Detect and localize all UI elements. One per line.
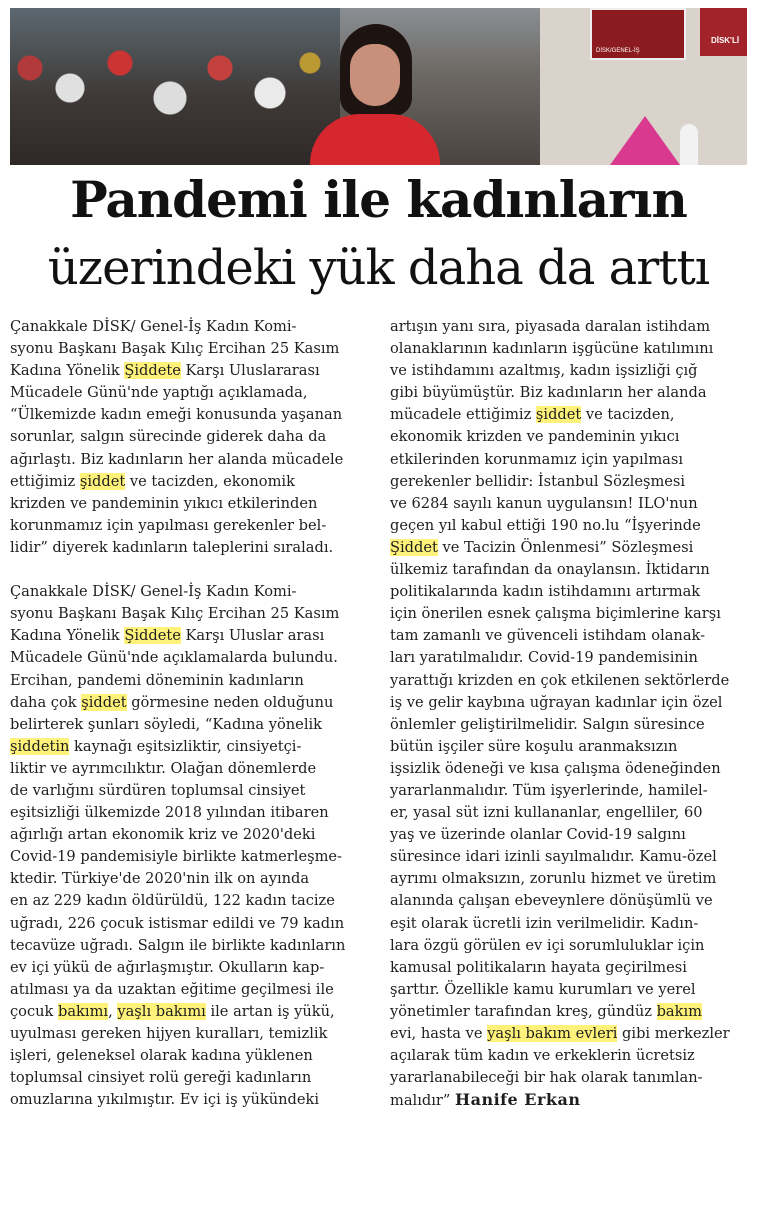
text-line	[10, 1067, 370, 1089]
text-line	[390, 625, 750, 647]
text-line	[390, 890, 750, 912]
text-line	[390, 979, 750, 1001]
text-line	[390, 316, 750, 338]
text-line	[390, 913, 750, 935]
text-segment: ları yaratılmalıdır. Covid-19 pandemisinin	[390, 649, 698, 667]
text-line	[10, 559, 370, 581]
text-segment: lara özgü görülen ev içi sorumluluklar için	[390, 936, 705, 954]
text-line	[10, 404, 370, 426]
text-segment: Karşı Uluslararası	[180, 362, 320, 380]
text-segment: Covid-19 pandemisiyle birlikte katmerleşme-	[10, 848, 342, 866]
highlighted-term: şiddet	[535, 406, 582, 424]
text-segment: Mücadele Günü'nde yaptığı açıklamada,	[10, 384, 308, 402]
text-line	[10, 1089, 370, 1111]
text-line	[390, 471, 750, 493]
text-line	[390, 449, 750, 471]
text-line	[10, 360, 370, 382]
text-line	[10, 382, 370, 404]
text-segment: bütün işçiler süre koşulu aranmaksızın	[390, 737, 678, 755]
text-line	[390, 426, 750, 448]
text-segment: eşitsizliği ülkemizde 2018 yılından itibaren	[10, 804, 329, 822]
text-line	[10, 647, 370, 669]
text-line	[10, 736, 370, 758]
text-line	[10, 714, 370, 736]
union-sign-left: DİSK/GENEL-İŞ	[590, 8, 686, 60]
text-line	[390, 824, 750, 846]
text-line	[390, 537, 750, 559]
text-segment: de varlığını sürdüren toplumsal cinsiyet	[10, 781, 306, 799]
text-line	[10, 780, 370, 802]
text-line	[10, 537, 370, 559]
text-segment: ve Tacizin Önlenmesi” Sözleşmesi	[437, 538, 694, 556]
text-segment: önlemler geliştirilmelidir. Salgın süresince	[390, 715, 705, 733]
text-segment: evi, hasta ve	[390, 1025, 488, 1042]
headline-line-2: üzerindeki yük daha da arttı	[47, 240, 710, 296]
text-line	[390, 802, 750, 824]
text-segment: tecavüze uğradı. Salgın ile birlikte kadınların	[10, 936, 346, 954]
text-segment: artışın yanı sıra, piyasada daralan istihdam	[390, 318, 711, 335]
headline-line-1: Pandemi ile kadınların	[70, 170, 687, 229]
text-segment: ile artan iş yükü,	[205, 1002, 335, 1020]
text-line	[390, 1023, 750, 1045]
news-photo	[10, 8, 747, 165]
text-line	[390, 1089, 750, 1111]
highlighted-term: şiddetin	[10, 737, 70, 755]
text-line	[390, 1067, 750, 1089]
highlighted-term: yaşlı bakımı	[117, 1002, 206, 1020]
text-line	[390, 404, 750, 426]
text-segment: ve 6284 sayılı kanun uygulansın! ILO'nun	[390, 494, 698, 512]
article-column-right	[390, 316, 750, 1111]
woman-figure	[300, 18, 450, 165]
text-segment: uyulması gereken hijyen kuralları, temizlik	[10, 1025, 328, 1042]
flag-pole	[680, 124, 698, 165]
text-segment: politikalarında kadın istihdamını artırmak	[390, 583, 701, 601]
crowd-image	[10, 8, 340, 165]
text-line	[10, 670, 370, 692]
text-segment: uğradı, 226 çocuk istismar edildi ve 79 kadın	[10, 914, 345, 932]
text-segment: yararlanabileceği bir hak olarak tanımlan-	[390, 1069, 703, 1087]
text-segment: syonu Başkanı Başak Kılıç Ercihan 25 Kasım	[10, 340, 340, 358]
highlighted-term: yaşlı bakım evleri	[487, 1025, 618, 1042]
text-line	[10, 515, 370, 537]
text-segment: liktir ve ayrımcılıktır. Olağan dönemlerde	[10, 759, 317, 777]
text-segment: en az 229 kadın öldürüldü, 122 kadın tacize	[10, 892, 335, 910]
text-line	[10, 338, 370, 360]
text-line	[10, 957, 370, 979]
text-line	[390, 603, 750, 625]
text-segment: ülkemiz tarafından da onaylansın. İktidarın	[390, 561, 710, 579]
text-line	[10, 913, 370, 935]
text-segment: ağırlaştı. Biz kadınların her alanda mücadele	[10, 450, 344, 468]
text-segment: ev içi yükü de ağırlaşmıştır. Okulların kap-	[10, 958, 325, 976]
text-line	[10, 603, 370, 625]
highlighted-term: Şiddete	[124, 627, 181, 645]
text-segment: ağırlığı artan ekonomik kriz ve 2020'deki	[10, 826, 316, 844]
union-sign-right: DİSK'Lİ	[700, 8, 747, 56]
text-segment: mücadele ettiğimiz	[390, 406, 536, 424]
text-segment: “Ülkemizde kadın emeği konusunda yaşanan	[10, 406, 343, 424]
text-segment: olanaklarının kadınların işgücüne katılımını	[390, 340, 714, 358]
text-line	[390, 493, 750, 515]
text-segment: yararlanmalıdır. Tüm işyerlerinde, hamilel-	[390, 781, 708, 799]
text-segment: gibi merkezler	[617, 1025, 730, 1042]
text-segment: çocuk	[10, 1002, 59, 1020]
text-segment: Kadına Yönelik	[10, 362, 125, 380]
text-line	[10, 890, 370, 912]
text-line	[390, 647, 750, 669]
text-line	[10, 758, 370, 780]
text-line	[10, 493, 370, 515]
text-line	[390, 957, 750, 979]
text-line	[390, 581, 750, 603]
text-segment: ,	[108, 1002, 118, 1020]
text-line	[390, 758, 750, 780]
text-segment: belirterek şunları söyledi, “Kadına yönelik	[10, 715, 322, 733]
text-segment: süresince idari izinli sayılmalıdır. Kamu-özel	[390, 848, 717, 866]
text-segment: Çanakkale DİSK/ Genel-İş Kadın Komi-	[10, 318, 297, 335]
text-line	[390, 1001, 750, 1023]
text-segment: atılması ya da uzaktan eğitime geçilmesi ile	[10, 980, 334, 998]
text-segment: gibi büyümüştür. Biz kadınların her alanda	[390, 384, 707, 402]
text-segment: yarattığı krizden en çok etkilenen sektörlerde	[390, 671, 730, 689]
highlighted-term: Şiddet	[390, 538, 438, 556]
text-segment: kaynağı eşitsizliktir, cinsiyetçi-	[69, 737, 302, 755]
text-segment: ve istihdamını azaltmış, kadın işsizliği çığ	[390, 362, 698, 380]
text-segment: alanında çalışan ebeveynlere dönüşümlü ve	[390, 892, 713, 910]
highlighted-term: şiddet	[79, 472, 126, 490]
text-segment: lidir” diyerek kadınların taleplerini sıraladı.	[10, 538, 334, 556]
text-segment: Ercihan, pandemi döneminin kadınların	[10, 671, 304, 689]
text-segment: er, yasal süt izni kullananlar, engelliler, 60	[390, 804, 703, 822]
text-line	[10, 426, 370, 448]
text-segment: yaş ve üzerinde olanlar Covid-19 salgını	[390, 826, 686, 844]
text-line	[10, 581, 370, 603]
text-segment: sorunlar, salgın sürecinde giderek daha da	[10, 428, 327, 446]
text-segment: için önerilen esnek çalışma biçimlerine karşı	[390, 605, 721, 623]
text-segment: ve tacizden,	[581, 406, 675, 424]
text-line	[390, 338, 750, 360]
text-segment: etkilerinden korunmamız için yapılması	[390, 450, 684, 468]
text-segment: syonu Başkanı Başak Kılıç Ercihan 25 Kasım	[10, 605, 340, 623]
text-line	[10, 1023, 370, 1045]
text-line	[10, 868, 370, 890]
text-segment: tam zamanlı ve güvenceli istihdam olanak-	[390, 627, 706, 645]
text-line	[10, 935, 370, 957]
text-segment: Çanakkale DİSK/ Genel-İş Kadın Komi-	[10, 583, 297, 601]
highlighted-term: bakım	[656, 1002, 702, 1020]
text-line	[10, 846, 370, 868]
text-segment: açılarak tüm kadın ve erkeklerin ücretsiz	[390, 1047, 695, 1065]
text-segment: ekonomik krizden ve pandeminin yıkıcı	[390, 428, 680, 446]
text-line	[10, 625, 370, 647]
text-segment: geçen yıl kabul ettiği 190 no.lu “İşyerinde	[390, 516, 701, 534]
text-line	[10, 449, 370, 471]
text-line	[390, 1045, 750, 1067]
text-segment: krizden ve pandeminin yıkıcı etkilerinden	[10, 494, 318, 512]
text-segment: Karşı Uluslar arası	[180, 627, 325, 645]
text-line	[390, 714, 750, 736]
text-line	[10, 1045, 370, 1067]
text-segment: Kadına Yönelik	[10, 627, 125, 645]
text-line	[10, 802, 370, 824]
text-segment: ve tacizden, ekonomik	[125, 472, 295, 490]
highlighted-term: bakımı	[58, 1002, 109, 1020]
text-segment: görmesine neden olduğunu	[126, 693, 334, 711]
article-column-left	[10, 316, 370, 1111]
text-segment: malıdır”	[390, 1092, 455, 1110]
text-segment: korunmamız için yapılması gerekenler bel-	[10, 516, 327, 534]
text-line	[390, 736, 750, 758]
text-segment: ktedir. Türkiye'de 2020'nin ilk on ayında	[10, 870, 310, 888]
author-name: Hanife Erkan	[454, 1090, 581, 1110]
text-segment: ettiğimiz	[10, 472, 80, 490]
text-line	[390, 868, 750, 890]
text-segment: daha çok	[10, 693, 82, 711]
text-line	[390, 382, 750, 404]
text-segment: şarttır. Özellikle kamu kurumları ve yerel	[390, 980, 696, 998]
text-line	[390, 559, 750, 581]
text-line	[10, 316, 370, 338]
text-segment: kamusal politikaların hayata geçirilmesi	[390, 958, 687, 976]
highlighted-term: şiddet	[81, 693, 127, 711]
highlighted-term: Şiddete	[124, 362, 181, 380]
text-segment: işsizlik ödeneği ve kısa çalışma ödeneğinden	[390, 759, 721, 777]
text-line	[390, 846, 750, 868]
text-segment: eşit olarak ücretli izin verilmelidir. Kadın-	[390, 914, 699, 932]
text-line	[10, 471, 370, 493]
text-line	[10, 979, 370, 1001]
text-line	[390, 360, 750, 382]
text-line	[390, 515, 750, 537]
text-segment: işleri, geleneksel olarak kadına yüklenen	[10, 1047, 313, 1065]
text-line	[390, 780, 750, 802]
text-line	[10, 1001, 370, 1023]
text-segment: iş ve gelir kaybına uğrayan kadınlar için özel	[390, 693, 723, 711]
text-line	[390, 670, 750, 692]
text-segment: yönetimler tarafından kreş, gündüz	[390, 1002, 657, 1020]
text-line	[390, 692, 750, 714]
text-line	[390, 935, 750, 957]
text-segment: gerekenler bellidir: İstanbul Sözleşmesi	[390, 472, 686, 490]
text-segment: Mücadele Günü'nde açıklamalarda bulundu.	[10, 649, 338, 667]
text-line	[10, 824, 370, 846]
text-segment: toplumsal cinsiyet rolü gereği kadınların	[10, 1069, 312, 1087]
text-segment: omuzlarına yıkılmıştır. Ev içi iş yükündeki	[10, 1091, 319, 1109]
text-segment: ayrımı olmaksızın, zorunlu hizmet ve üretim	[390, 870, 717, 888]
text-line	[10, 692, 370, 714]
